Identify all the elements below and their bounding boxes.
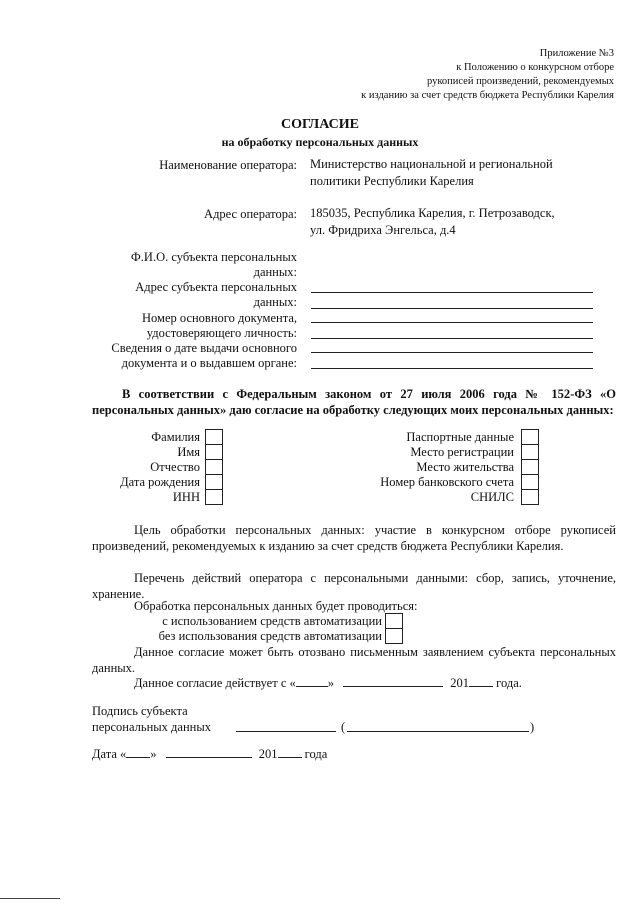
subject-address-field-line-1[interactable] bbox=[311, 292, 593, 293]
signature-open-paren: ( bbox=[341, 720, 346, 734]
appendix-note bbox=[361, 47, 614, 103]
checkbox-label-bank-account: Номер банковского счета bbox=[380, 475, 514, 489]
validity-year-prefix: 201 bbox=[450, 676, 469, 690]
subject-document-field-line-2[interactable] bbox=[311, 338, 593, 339]
appendix-line-3: рукописей произведений, рекомендуемых bbox=[426, 76, 614, 87]
checkbox-row-snils bbox=[0, 489, 640, 505]
subject-fio-label bbox=[131, 250, 297, 280]
checkbox-label-passport: Паспортные данные bbox=[406, 430, 514, 444]
appendix-line-1: Приложение №3 bbox=[539, 48, 614, 59]
date-line bbox=[92, 746, 327, 762]
processing-manual-row bbox=[0, 628, 640, 644]
operator-address-line-1: 185035, Республика Карелия, г. Петрозаводск, bbox=[310, 206, 555, 220]
checkbox-row-passport bbox=[0, 429, 640, 445]
checkbox-registration[interactable] bbox=[521, 444, 539, 460]
subject-issue-label-line-1: Сведения о дате выдачи основного bbox=[111, 341, 297, 355]
consent-paragraph: В соответствии с Федеральным законом от 27 июля 2006 года № 152-ФЗ «О персональных данных» даю согласие на обработку следующих моих персональных данных: bbox=[92, 387, 616, 417]
subject-fio-field[interactable] bbox=[311, 278, 593, 279]
date-month-field[interactable] bbox=[166, 757, 252, 758]
operator-name-line-2: политики Республики Карелия bbox=[310, 174, 474, 188]
checkbox-row-residence bbox=[0, 459, 640, 475]
actions-paragraph: Перечень действий оператора с персональными данными: сбор, запись, уточнение, хранение. bbox=[92, 571, 616, 601]
validity-suffix: года. bbox=[496, 676, 522, 690]
operator-address-label: Адрес оператора: bbox=[204, 207, 297, 221]
signature-label-line-2: персональных данных bbox=[92, 720, 211, 734]
checkbox-label-patronymic: Отчество bbox=[150, 460, 200, 474]
checkbox-label-inn: ИНН bbox=[172, 490, 200, 504]
revocation-paragraph: Данное согласие может быть отозвано письменным заявлением субъекта персональных данных. bbox=[92, 645, 616, 675]
document-title: СОГЛАСИЕ bbox=[281, 117, 359, 132]
checkbox-label-residence: Место жительства bbox=[416, 460, 514, 474]
validity-prefix: Данное согласие действует с « bbox=[134, 676, 296, 690]
subject-fio-label-line-2: данных: bbox=[253, 265, 297, 279]
signature-label-line-1: Подпись субъекта bbox=[92, 704, 188, 718]
operator-address-line-2: ул. Фридриха Энгельса, д.4 bbox=[310, 223, 456, 237]
appendix-line-4: к изданию за счет средств бюджета Республики Карелия bbox=[361, 90, 614, 101]
validity-line bbox=[134, 675, 522, 691]
processing-intro: Обработка персональных данных будет проводиться: bbox=[134, 599, 418, 613]
operator-name-line-1: Министерство национальной и региональной bbox=[310, 157, 553, 171]
operator-name-value bbox=[310, 156, 553, 190]
checkbox-residence[interactable] bbox=[521, 459, 539, 475]
processing-auto-row bbox=[0, 613, 640, 629]
checkbox-processing-auto[interactable] bbox=[385, 613, 403, 629]
checkbox-snils[interactable] bbox=[521, 489, 539, 505]
checkbox-label-surname: Фамилия bbox=[151, 430, 200, 444]
checkbox-bank-account[interactable] bbox=[521, 474, 539, 490]
processing-manual-label: без использования средств автоматизации bbox=[158, 629, 382, 643]
checkbox-label-name: Имя bbox=[177, 445, 200, 459]
checkbox-label-registration: Место регистрации bbox=[410, 445, 514, 459]
subject-address-label-line-1: Адрес субъекта персональных bbox=[135, 280, 297, 294]
subject-document-label-line-1: Номер основного документа, bbox=[142, 311, 297, 325]
signature-name-field[interactable] bbox=[347, 731, 529, 732]
date-quote-close: » bbox=[150, 747, 157, 761]
purpose-paragraph: Цель обработки персональных данных: участие в конкурсном отборе рукописей произведений, рекомендуемых к изданию за счет средств бюджета Республики Карелия. bbox=[92, 523, 616, 553]
subject-fio-label-line-1: Ф.И.О. субъекта персональных bbox=[130, 250, 297, 264]
subject-document-label-line-2: удостоверяющего личность: bbox=[146, 326, 297, 340]
subject-document-field-line-1[interactable] bbox=[311, 322, 593, 323]
footer-divider bbox=[0, 898, 60, 899]
operator-address-value bbox=[310, 205, 555, 239]
signature-field[interactable] bbox=[236, 731, 336, 732]
appendix-line-2: к Положению о конкурсном отборе bbox=[456, 62, 614, 73]
validity-day-field[interactable] bbox=[296, 686, 328, 687]
checkbox-row-registration bbox=[0, 444, 640, 460]
subject-issue-label bbox=[111, 341, 297, 371]
operator-name-label: Наименование оператора: bbox=[159, 158, 297, 172]
checkbox-processing-manual[interactable] bbox=[385, 628, 403, 644]
subject-issue-field-line-2[interactable] bbox=[311, 368, 593, 369]
signature-close-paren: ) bbox=[530, 720, 535, 734]
date-suffix: года bbox=[304, 747, 328, 761]
date-year-field[interactable] bbox=[278, 757, 302, 758]
checkbox-label-snils: СНИЛС bbox=[470, 490, 514, 504]
date-year-prefix: 201 bbox=[258, 747, 278, 761]
processing-auto-label: с использованием средств автоматизации bbox=[162, 614, 382, 628]
validity-quote-close: » bbox=[327, 676, 334, 690]
subject-issue-label-line-2: документа и о выдавшем органе: bbox=[121, 356, 297, 370]
date-prefix: Дата « bbox=[92, 747, 127, 761]
subject-address-field-line-2[interactable] bbox=[311, 308, 593, 309]
checkbox-passport[interactable] bbox=[521, 429, 539, 445]
document-subtitle: на обработку персональных данных bbox=[221, 135, 419, 149]
date-day-field[interactable] bbox=[126, 757, 150, 758]
validity-year-field[interactable] bbox=[469, 686, 493, 687]
subject-issue-field-line-1[interactable] bbox=[311, 352, 593, 353]
validity-month-field[interactable] bbox=[343, 686, 443, 687]
subject-address-label-line-2: данных: bbox=[253, 295, 297, 309]
subject-address-label bbox=[135, 280, 297, 310]
checkbox-label-birthdate: Дата рождения bbox=[120, 475, 200, 489]
subject-document-label bbox=[142, 311, 297, 341]
checkbox-row-bank-account bbox=[0, 474, 640, 490]
signature-label bbox=[92, 703, 211, 735]
